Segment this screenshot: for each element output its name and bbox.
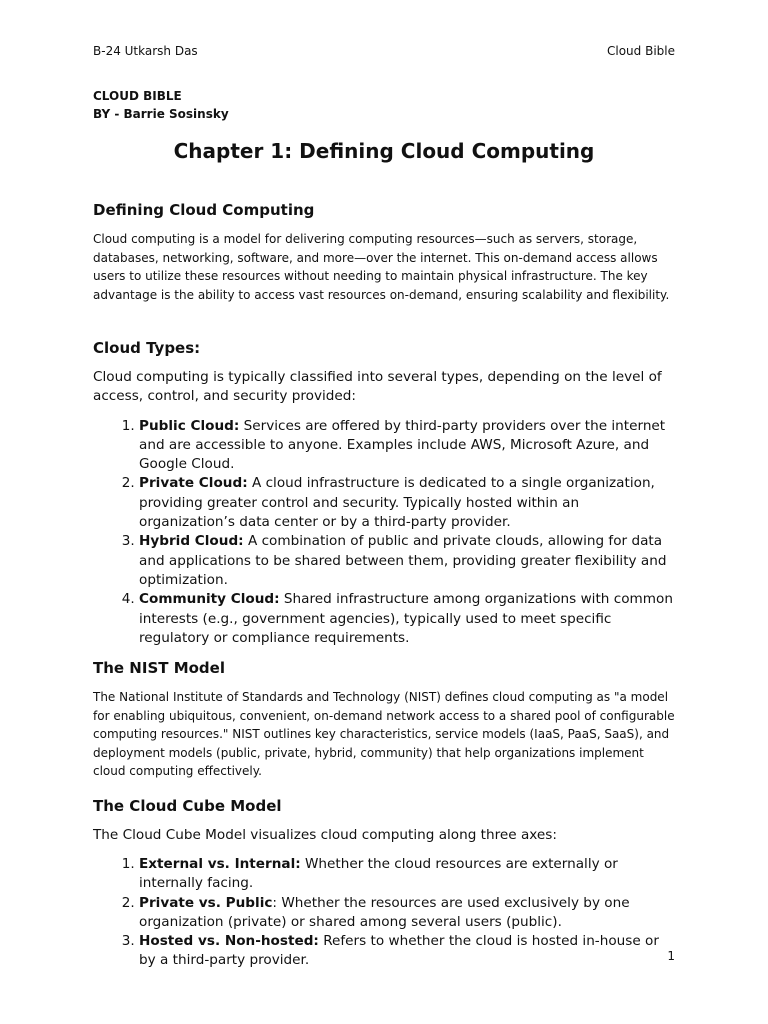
list-item-text: : Whether the resources are used exclusively by one organization (private) or shared among several users (public).	[139, 894, 630, 930]
chapter-title: Chapter 1: Defining Cloud Computing	[173, 139, 595, 163]
paragraph-nist-model: The National Institute of Standards and Technology (NIST) defines cloud computing as "a model for enabling ubiquitous, convenient, on-demand network access to a shared pool of configurable computing resources." NIST outlines key characteristics, service models (IaaS, PaaS, SaaS), and deployment models (public, private, hybrid, community) that help organizations implement cloud computing effectively.	[93, 690, 675, 779]
list-item-label: Community Cloud:	[139, 591, 280, 608]
header-title: Cloud Bible	[607, 44, 675, 58]
heading-cloud-cube-model: The Cloud Cube Model	[93, 796, 282, 815]
list-item	[139, 532, 675, 590]
document-body	[93, 87, 675, 971]
list-item-label: Private Cloud:	[139, 475, 248, 492]
list-item-text: Services are offered by third-party providers over the internet and are accessible to anyone. Examples include AWS, Microsoft Azure, and Google Cloud.	[139, 417, 666, 473]
list-item-label: Hosted vs. Non-hosted:	[139, 933, 319, 950]
paragraph-defining: Cloud computing is a model for delivering computing resources—such as servers, storage, databases, networking, software, and more—over the internet. This on-demand access allows users to utilize these resources without needing to maintain physical infrastructure. The key advantage is the ability to access vast resources on-demand, ensuring scalability and flexibility.	[93, 232, 670, 302]
list-item-label: Hybrid Cloud:	[139, 533, 244, 550]
list-item-text: Shared infrastructure among organizations with common interests (e.g., government agencies), typically used to meet specific regulatory or compliance requirements.	[139, 591, 673, 646]
heading-cloud-types: Cloud Types:	[93, 339, 201, 357]
paragraph-cloud-cube-intro: The Cloud Cube Model visualizes cloud computing along three axes:	[93, 826, 557, 843]
list-item-text: Whether the cloud resources are externally or internally facing.	[139, 855, 618, 892]
book-author: BY - Barrie Sosinsky	[93, 107, 229, 121]
book-title: CLOUD BIBLE	[93, 89, 182, 103]
list-item-text: A cloud infrastructure is dedicated to a single organization, providing greater control and security. Typically hosted within an organization’s data center or by a third-party provider.	[139, 475, 655, 531]
cloud-cube-list	[93, 855, 675, 971]
heading-defining: Defining Cloud Computing	[93, 201, 315, 219]
paragraph-cloud-types-intro: Cloud computing is typically classified into several types, depending on the level of access, control, and security provided:	[93, 369, 662, 405]
list-item-label: Private vs. Public	[139, 894, 273, 911]
cloud-types-list	[93, 417, 675, 649]
list-item-label: Public Cloud:	[139, 417, 240, 434]
list-item-label: External vs. Internal:	[139, 855, 301, 872]
list-item	[139, 894, 675, 933]
list-item-text: A combination of public and private clouds, allowing for data and applications to be shared between them, providing greater flexibility and optimization.	[139, 533, 667, 588]
header-author: B-24 Utkarsh Das	[93, 44, 198, 58]
heading-nist-model: The NIST Model	[93, 659, 225, 678]
list-item-text: Refers to whether the cloud is hosted in-house or by a third-party provider.	[139, 933, 659, 969]
list-item	[139, 932, 675, 971]
list-item	[139, 417, 675, 475]
list-item	[139, 855, 675, 894]
list-item	[139, 590, 675, 648]
list-item	[139, 474, 675, 532]
page-number: 1	[667, 949, 675, 963]
